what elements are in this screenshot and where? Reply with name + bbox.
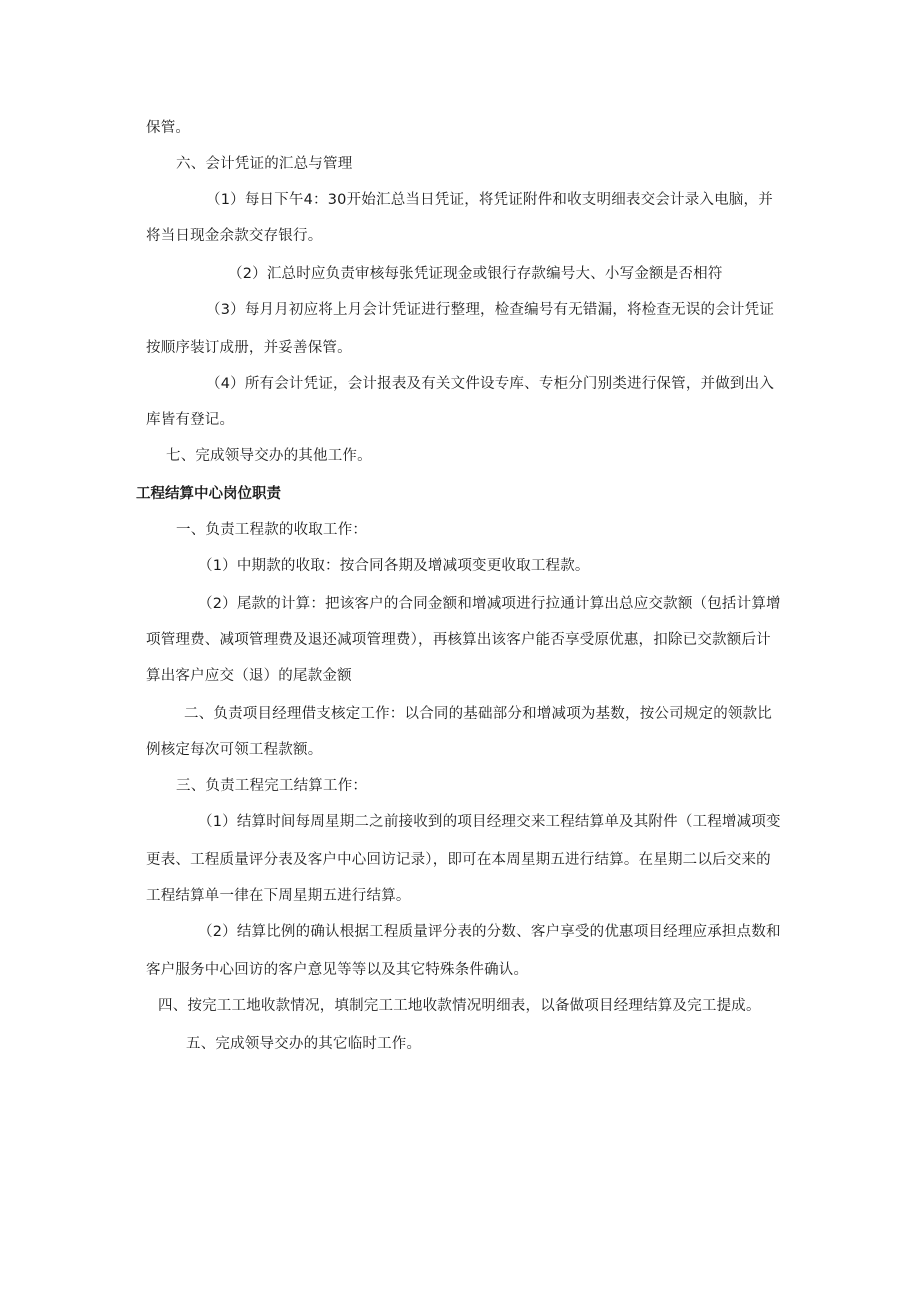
text-line: （1）中期款的收取：按合同各期及增减项变更收取工程款。 [198,558,590,574]
text-line: （1）结算时间每周星期二之前接收到的项目经理交来工程结算单及其附件（工程增减项变 [198,814,781,830]
text-line: （3）每月月初应将上月会计凭证进行整理，检查编号有无错漏，将检查无误的会计凭证 [206,302,775,318]
section-heading: 二、负责项目经理借支核定工作：以合同的基础部分和增减项为基数，按公司规定的领款比 [184,706,772,722]
text-line: 保管。 [146,120,191,136]
text-line: 更表、工程质量评分表及客户中心回访记录），即可在本周星期五进行结算。在星期二以后交来的 [146,852,771,868]
section-heading: 一、负责工程款的收取工作： [176,522,368,538]
section-heading: 五、完成领导交办的其它临时工作。 [186,1036,422,1052]
section-heading: 六、会计凭证的汇总与管理 [176,156,353,172]
text-line: 七、完成领导交办的其他工作。 [166,448,372,464]
text-line: （4）所有会计凭证，会计报表及有关文件设专库、专柜分门别类进行保管，并做到出入 [206,376,775,392]
text-line: 库皆有登记。 [146,412,235,428]
text-line: 项管理费、减项管理费及退还减项管理费），再核算出该客户能否享受原优惠，扣除已交款额后计 [146,632,771,648]
text-line: 例核定每次可领工程款额。 [146,742,323,758]
section-heading: 三、负责工程完工结算工作： [176,778,368,794]
text-line: 按顺序装订成册，并妥善保管。 [146,340,352,356]
text-line: 客户服务中心回访的客户意见等等以及其它特殊条件确认。 [146,962,529,978]
text-line: （2）结算比例的确认根据工程质量评分表的分数、客户享受的优惠项目经理应承担点数和 [198,924,781,940]
section-title: 工程结算中心岗位职责 [136,486,281,502]
text-line: 将当日现金余款交存银行。 [146,228,323,244]
text-line: （2）汇总时应负责审核每张凭证现金或银行存款编号大、小写金额是否相符 [228,266,723,282]
text-line: 工程结算单一律在下周星期五进行结算。 [146,888,411,904]
text-line: （2）尾款的计算：把该客户的合同金额和增减项进行拉通计算出总应交款额（包括计算增 [198,596,781,612]
text-line: 算出客户应交（退）的尾款金额 [146,668,352,684]
text-line: （1）每日下午4：30开始汇总当日凭证，将凭证附件和收支明细表交会计录入电脑，并 [206,192,773,208]
section-heading: 四、按完工工地收款情况，填制完工工地收款情况明细表，以备做项目经理结算及完工提成。 [158,998,761,1014]
